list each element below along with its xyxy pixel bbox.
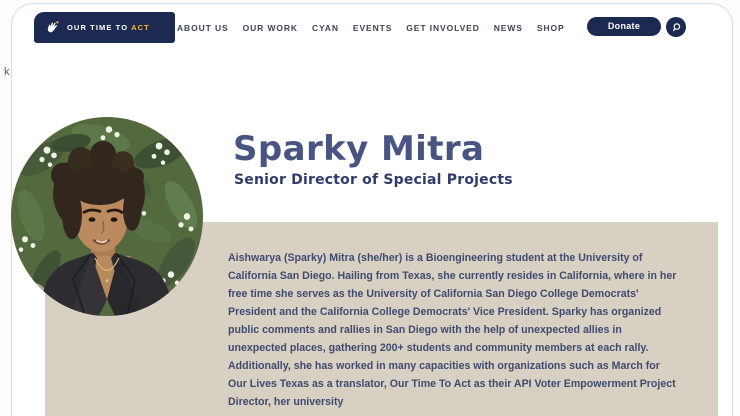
nav-item-news[interactable]: NEWS bbox=[493, 22, 523, 33]
profile-bio: Aishwarya (Sparky) Mitra (she/her) is a Bioengineering student at the University of California San Diego. Hailing from Texas, she currently resides in California, where in her free time she serves as the University of California San Diego College Democrats' President and the California College Democrats' Vice President. Sparky has organized public comments and rallies in San Diego with the help of unexpected allies in unexpected places, gathering 200+ students and community members at each rally. Additionally, she has worked in many capacities with organizations such as March for Our Lives Texas as a translator, Our Time To Act as their API Voter Empowerment Project Director, her university bbox=[228, 252, 677, 408]
search-button[interactable] bbox=[666, 17, 686, 37]
profile-role: Senior Director of Special Projects bbox=[234, 172, 513, 188]
logo[interactable] bbox=[34, 12, 175, 43]
logo-text bbox=[67, 23, 150, 32]
profile-photo bbox=[11, 117, 203, 316]
nav-item-about-us[interactable]: ABOUT US bbox=[177, 22, 229, 33]
nav-item-our-work[interactable]: OUR WORK bbox=[242, 22, 298, 33]
logo-text-main: OUR TIME TO bbox=[67, 23, 129, 32]
logo-text-accent: ACT bbox=[131, 23, 150, 32]
nav-item-shop[interactable]: SHOP bbox=[536, 22, 565, 33]
nav-item-cyan[interactable]: CYAN bbox=[311, 22, 339, 33]
nav-item-get-involved[interactable]: GET INVOLVED bbox=[406, 22, 480, 33]
profile-name: Sparky Mitra bbox=[233, 129, 485, 169]
donate-button[interactable]: Donate bbox=[587, 17, 661, 36]
search-icon bbox=[670, 21, 683, 34]
nav-item-events[interactable]: EVENTS bbox=[352, 22, 393, 33]
stray-text: k bbox=[4, 66, 10, 78]
fist-logo-icon bbox=[45, 20, 60, 35]
main-nav bbox=[177, 12, 565, 43]
